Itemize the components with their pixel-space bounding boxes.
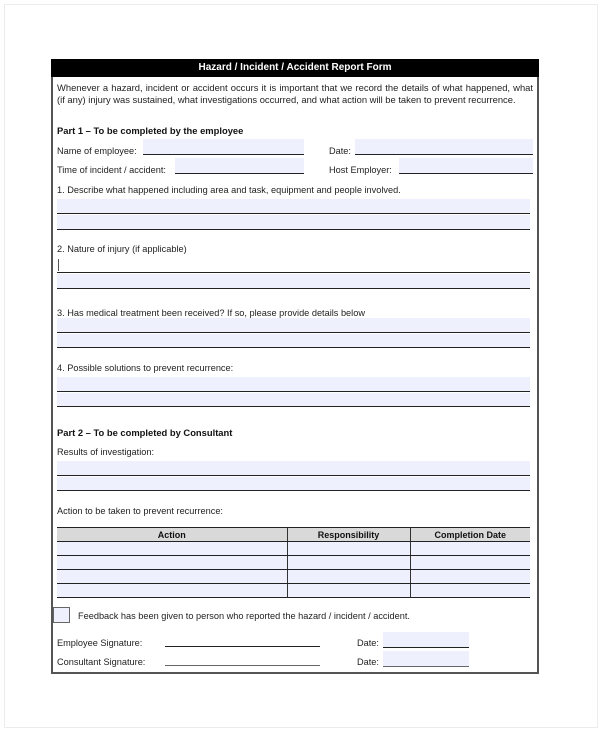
action-table bbox=[57, 527, 530, 598]
responsibility-cell[interactable] bbox=[287, 570, 410, 584]
table-row bbox=[57, 542, 530, 556]
question-2-field-line-2[interactable] bbox=[57, 274, 530, 289]
employee-signature-label: Employee Signature: bbox=[57, 638, 143, 648]
consultant-signature-label: Consultant Signature: bbox=[57, 657, 146, 667]
intro-text: Whenever a hazard, incident or accident occurs it is important that we record the details of what happened, what (if any) injury was sustained, what investigations occurred, and what action will be taken to prevent recurrence. bbox=[57, 82, 533, 105]
feedback-checkbox[interactable] bbox=[53, 607, 70, 623]
question-3-field-line-2[interactable] bbox=[57, 334, 530, 348]
consultant-signature-field[interactable] bbox=[165, 653, 320, 666]
time-of-incident-field[interactable] bbox=[175, 158, 304, 174]
table-row bbox=[57, 584, 530, 598]
question-3-field-line-1[interactable] bbox=[57, 318, 530, 333]
form-title: Hazard / Incident / Accident Report Form bbox=[51, 59, 539, 77]
results-field-line-1[interactable] bbox=[57, 461, 530, 476]
responsibility-cell[interactable] bbox=[287, 584, 410, 598]
date-label: Date: bbox=[329, 146, 351, 156]
question-1-label: 1. Describe what happened including area and task, equipment and people involved. bbox=[57, 185, 401, 195]
question-4-label: 4. Possible solutions to prevent recurrence: bbox=[57, 363, 234, 373]
responsibility-cell[interactable] bbox=[287, 556, 410, 570]
question-2-field-line-1[interactable] bbox=[57, 258, 530, 273]
name-of-employee-field[interactable] bbox=[143, 139, 304, 155]
action-cell[interactable] bbox=[57, 556, 287, 570]
employee-date-field[interactable] bbox=[383, 632, 469, 648]
table-row bbox=[57, 556, 530, 570]
completion-date-cell[interactable] bbox=[410, 584, 530, 598]
responsibility-cell[interactable] bbox=[287, 542, 410, 556]
question-1-field-line-1[interactable] bbox=[57, 199, 530, 214]
results-field-line-2[interactable] bbox=[57, 477, 530, 491]
completion-date-cell[interactable] bbox=[410, 556, 530, 570]
part2-heading: Part 2 – To be completed by Consultant bbox=[57, 427, 233, 438]
time-label: Time of incident / accident: bbox=[57, 165, 166, 175]
feedback-label: Feedback has been given to person who reported the hazard / incident / accident. bbox=[78, 611, 410, 621]
action-cell[interactable] bbox=[57, 570, 287, 584]
host-employer-field[interactable] bbox=[399, 158, 533, 174]
question-4-field-line-2[interactable] bbox=[57, 393, 530, 407]
consultant-date-field[interactable] bbox=[383, 651, 469, 667]
employee-signature-field[interactable] bbox=[165, 634, 320, 647]
completion-date-cell[interactable] bbox=[410, 570, 530, 584]
part1-heading: Part 1 – To be completed by the employee bbox=[57, 125, 244, 136]
table-row bbox=[57, 570, 530, 584]
question-3-label: 3. Has medical treatment been received? If so, please provide details below bbox=[57, 308, 365, 318]
column-header-completion-date: Completion Date bbox=[410, 528, 530, 542]
employee-date-label: Date: bbox=[357, 638, 379, 648]
question-2-label: 2. Nature of injury (if applicable) bbox=[57, 244, 187, 254]
action-label: Action to be taken to prevent recurrence: bbox=[57, 506, 223, 516]
results-label: Results of investigation: bbox=[57, 447, 155, 457]
question-1-field-line-2[interactable] bbox=[57, 215, 530, 230]
name-label: Name of employee: bbox=[57, 146, 137, 156]
host-employer-label: Host Employer: bbox=[329, 165, 392, 175]
column-header-action: Action bbox=[57, 528, 287, 542]
question-4-field-line-1[interactable] bbox=[57, 377, 530, 392]
completion-date-cell[interactable] bbox=[410, 542, 530, 556]
date-field[interactable] bbox=[355, 139, 533, 155]
consultant-date-label: Date: bbox=[357, 657, 379, 667]
action-cell[interactable] bbox=[57, 584, 287, 598]
column-header-responsibility: Responsibility bbox=[287, 528, 410, 542]
action-cell[interactable] bbox=[57, 542, 287, 556]
text-cursor bbox=[58, 259, 59, 271]
